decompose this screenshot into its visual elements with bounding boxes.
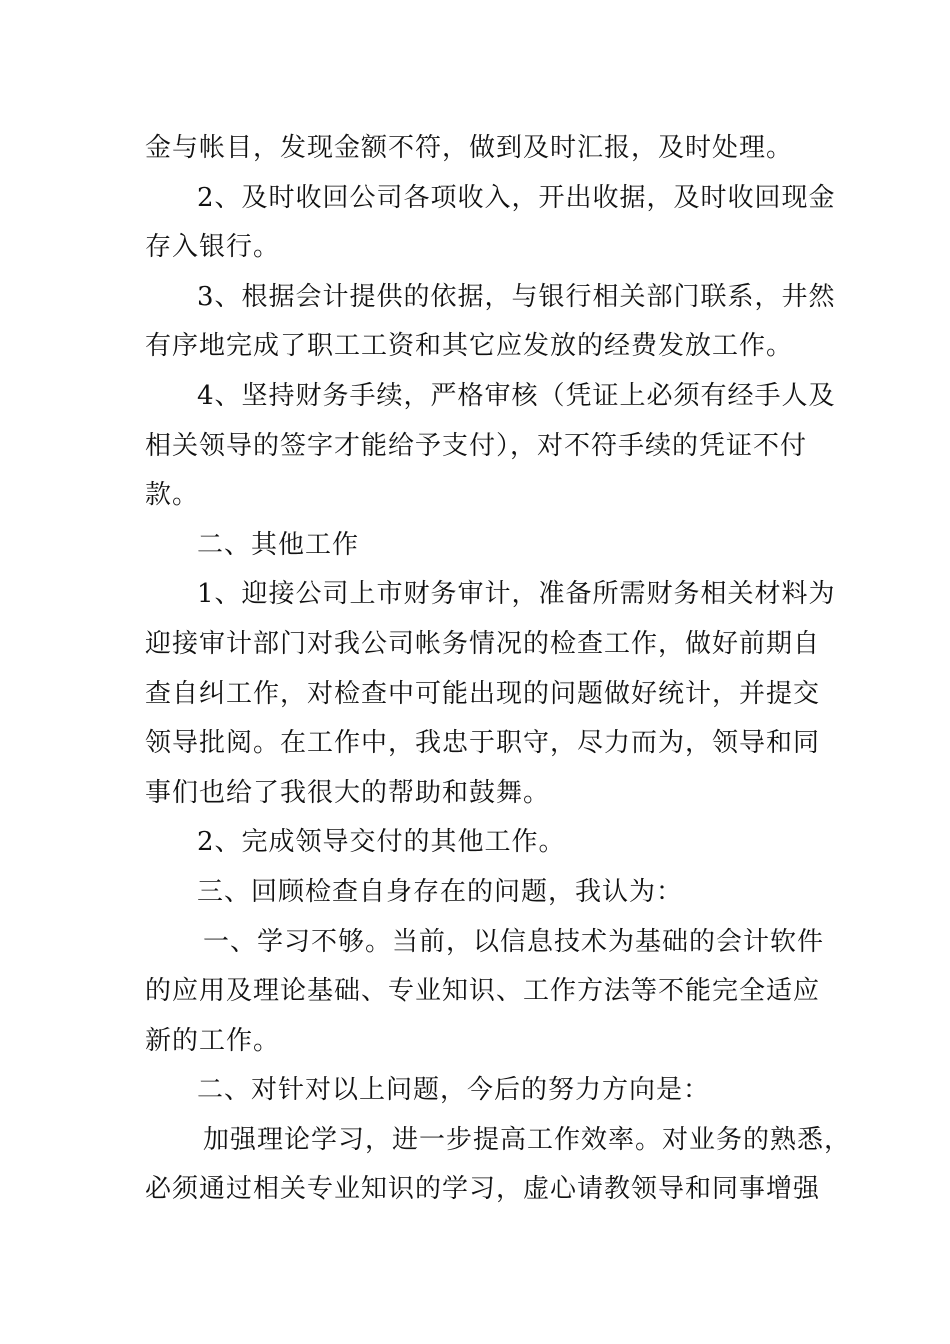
text-line: 款。 <box>145 480 200 511</box>
text-line: 加强理论学习，进一步提高工作效率。对业务的熟悉， <box>203 1124 852 1155</box>
text-line: 4、坚持财务手续，严格审核（凭证上必须有经手人及 <box>197 380 836 411</box>
text-line: 必须通过相关专业知识的学习，虚心请教领导和同事增强 <box>145 1174 821 1205</box>
text-line: 一、学习不够。当前，以信息技术为基础的会计软件 <box>203 926 825 957</box>
document-body <box>145 124 852 1215</box>
text-line: 有序地完成了职工工资和其它应发放的经费发放工作。 <box>145 331 794 362</box>
text-line: 相关领导的签字才能给予支付），对不符手续的凭证不付 <box>145 430 808 461</box>
text-line: 金与帐目，发现金额不符，做到及时汇报，及时处理。 <box>145 133 794 163</box>
text-line: 查自纠工作，对检查中可能出现的问题做好统计，并提交 <box>145 678 821 709</box>
text-line: 的应用及理论基础、专业知识、工作方法等不能完全适应 <box>145 976 821 1007</box>
section-heading: 二、对针对以上问题，今后的努力方向是： <box>197 1075 711 1106</box>
text-line: 领导批阅。在工作中，我忠于职守，尽力而为，领导和同 <box>145 728 821 759</box>
text-line: 迎接审计部门对我公司帐务情况的检查工作，做好前期自 <box>145 628 821 659</box>
section-heading: 三、回顾检查自身存在的问题，我认为： <box>197 876 684 907</box>
text-line: 3、根据会计提供的依据，与银行相关部门联系，井然 <box>197 281 836 312</box>
section-heading: 二、其他工作 <box>197 529 360 560</box>
text-line: 2、完成领导交付的其他工作。 <box>197 827 566 858</box>
text-line: 2、及时收回公司各项收入，开出收据，及时收回现金 <box>197 182 836 213</box>
text-line: 存入银行。 <box>145 232 281 263</box>
text-line: 新的工作。 <box>145 1025 281 1056</box>
text-line: 1、迎接公司上市财务审计，准备所需财务相关材料为 <box>197 579 836 610</box>
text-line: 事们也给了我很大的帮助和鼓舞。 <box>145 777 551 808</box>
